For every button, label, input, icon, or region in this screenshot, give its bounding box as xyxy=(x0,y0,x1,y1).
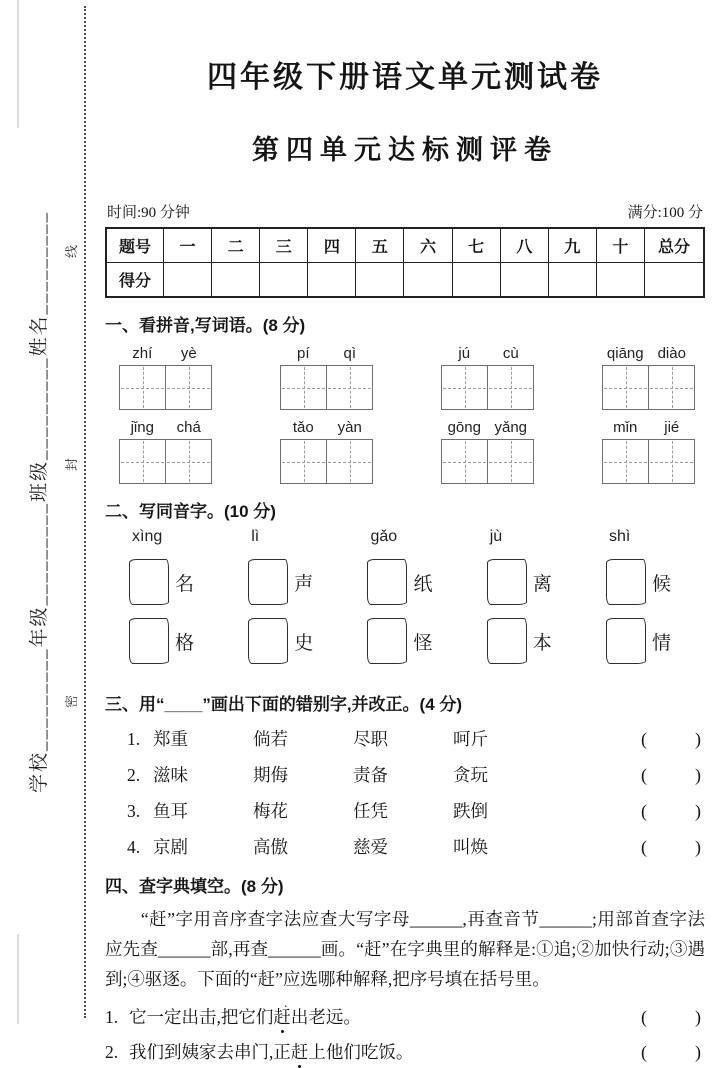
paren-close: ) xyxy=(695,1007,701,1027)
seal-char-mi: 密 xyxy=(64,694,80,709)
score-cell[interactable] xyxy=(164,263,212,298)
paren-open: ( xyxy=(641,729,647,749)
homophone-char: 史 xyxy=(294,632,314,654)
paren-close: ) xyxy=(695,1042,701,1062)
sentence-item xyxy=(105,1004,705,1029)
pinyin-writing-pair xyxy=(441,419,534,484)
sentence-text: 我们到姨家去串门,正赶上他们吃饭。 xyxy=(129,1042,414,1062)
homophone-pinyin: jù xyxy=(489,528,503,545)
answer-box[interactable] xyxy=(129,618,169,664)
paren-open: ( xyxy=(641,1007,647,1027)
word-item: 郑重 xyxy=(153,729,188,749)
item-number: 2. xyxy=(127,765,141,785)
answer-box[interactable] xyxy=(248,559,288,605)
homophone-pinyin: shì xyxy=(608,528,631,545)
writing-cell[interactable] xyxy=(166,440,211,483)
sentence-item xyxy=(105,1039,705,1064)
item-number: 1. xyxy=(105,1007,119,1027)
word-item: 尽职 xyxy=(353,729,388,749)
homophone-column xyxy=(367,528,432,677)
pinyin-label: zhí yè xyxy=(132,345,197,362)
score-header-cell: 九 xyxy=(548,228,596,263)
error-word-row xyxy=(105,798,705,823)
paren-open: ( xyxy=(641,765,647,785)
homophone-char: 格 xyxy=(175,632,195,654)
score-cell[interactable] xyxy=(596,263,644,298)
emphasized-char: 赶 xyxy=(273,1007,291,1027)
writing-cell[interactable] xyxy=(442,366,488,409)
error-word-row xyxy=(105,762,705,787)
homophone-char: 怪 xyxy=(413,632,433,654)
pinyin-label: mǐn jié xyxy=(613,419,680,436)
pinyin-label: jú cù xyxy=(458,345,519,362)
answer-box[interactable] xyxy=(367,559,407,605)
writing-grid xyxy=(280,365,373,410)
pinyin-writing-pair xyxy=(602,419,695,484)
homophone-item xyxy=(367,618,432,664)
score-cell[interactable] xyxy=(356,263,404,298)
score-header-cell: 总分 xyxy=(645,228,705,263)
paren-close: ) xyxy=(695,765,701,785)
writing-grid xyxy=(119,365,212,410)
homophone-column xyxy=(248,528,313,677)
writing-cell[interactable] xyxy=(649,366,694,409)
answer-box[interactable] xyxy=(487,618,527,664)
answer-box[interactable] xyxy=(129,559,169,605)
writing-cell[interactable] xyxy=(281,440,327,483)
word-item: 跌倒 xyxy=(453,801,488,821)
score-header-cell: 八 xyxy=(500,228,548,263)
word-item: 鱼耳 xyxy=(153,801,188,821)
writing-cell[interactable] xyxy=(603,366,649,409)
score-cell[interactable] xyxy=(404,263,452,298)
writing-cell[interactable] xyxy=(488,366,533,409)
homophone-item xyxy=(248,618,313,664)
score-header-cell: 一 xyxy=(164,228,212,263)
homophone-item xyxy=(606,559,671,605)
paren-open: ( xyxy=(641,837,647,857)
answer-parens[interactable] xyxy=(641,801,705,822)
homophone-item xyxy=(248,559,313,605)
item-number: 3. xyxy=(127,801,141,821)
homophone-column xyxy=(606,528,671,677)
full-score-label: 满分:100 分 xyxy=(627,205,703,221)
word-item: 叫焕 xyxy=(453,837,488,857)
word-item: 梅花 xyxy=(253,801,288,821)
word-item: 高傲 xyxy=(253,837,288,857)
item-number: 2. xyxy=(105,1042,119,1062)
homophone-char: 纸 xyxy=(413,573,433,595)
paren-open: ( xyxy=(641,1042,647,1062)
paren-close: ) xyxy=(695,801,701,821)
answer-parens[interactable] xyxy=(641,765,705,786)
word-item: 慈爱 xyxy=(353,837,388,857)
pinyin-writing-pair xyxy=(602,345,695,410)
paren-close: ) xyxy=(695,729,701,749)
writing-cell[interactable] xyxy=(281,366,327,409)
word-item: 呵斤 xyxy=(453,729,488,749)
homophone-char: 声 xyxy=(294,573,314,595)
writing-grid xyxy=(602,365,695,410)
score-table-score-row xyxy=(106,263,704,298)
score-cell[interactable] xyxy=(500,263,548,298)
pinyin-writing-pair xyxy=(119,419,212,484)
section-4-heading: 四、查字典填空。(8 分) xyxy=(105,877,284,896)
writing-grid xyxy=(441,365,534,410)
time-label: 时间:90 分钟 xyxy=(107,205,190,221)
pinyin-label: gōng yǎng xyxy=(447,419,528,436)
section-1-heading: 一、看拼音,写词语。(8 分) xyxy=(105,316,306,335)
writing-grid xyxy=(441,439,534,484)
score-cell[interactable] xyxy=(452,263,500,298)
word-item: 责备 xyxy=(353,765,388,785)
exam-meta xyxy=(105,201,705,222)
answer-parens[interactable] xyxy=(641,1007,705,1028)
score-cell[interactable] xyxy=(645,263,705,298)
score-header-cell: 五 xyxy=(356,228,404,263)
word-item: 任凭 xyxy=(353,801,388,821)
homophone-char: 情 xyxy=(651,632,671,654)
item-number: 4. xyxy=(127,837,141,857)
score-header-cell: 三 xyxy=(260,228,308,263)
score-header-cell: 四 xyxy=(308,228,356,263)
seal-char-xian: 线 xyxy=(64,244,80,259)
homophone-pinyin: gǎo xyxy=(370,528,398,545)
homophone-char: 本 xyxy=(532,632,552,654)
writing-grid xyxy=(280,439,373,484)
score-header-cell: 二 xyxy=(212,228,260,263)
score-row-label: 得分 xyxy=(106,263,164,298)
answer-parens[interactable] xyxy=(641,1042,705,1063)
score-header-cell: 十 xyxy=(596,228,644,263)
answer-box[interactable] xyxy=(606,559,646,605)
paren-close: ) xyxy=(695,837,701,857)
emphasized-char: 赶 xyxy=(290,1042,309,1062)
answer-box[interactable] xyxy=(606,618,646,664)
score-header-cell: 题号 xyxy=(106,228,164,263)
answer-box[interactable] xyxy=(367,618,407,664)
homophone-char: 名 xyxy=(175,573,195,595)
writing-cell[interactable] xyxy=(649,440,694,483)
score-header-cell: 七 xyxy=(452,228,500,263)
section-3-heading: 三、用“____”画出下面的错别字,并改正。(4 分) xyxy=(105,695,463,714)
homophone-column xyxy=(487,528,552,677)
page-mark: . xyxy=(284,996,288,1011)
page-title: 四年级下册语文单元测试卷 xyxy=(207,61,603,94)
exam-subtitle: 第四单元达标测评卷 xyxy=(252,135,558,165)
word-item: 京剧 xyxy=(153,837,188,857)
answer-parens[interactable] xyxy=(641,729,705,750)
score-table-header-row xyxy=(106,228,704,263)
sentence-text: 它一定出击,把它们赶出老远。 xyxy=(129,1007,361,1027)
word-item: 贪玩 xyxy=(453,765,488,785)
writing-cell[interactable] xyxy=(603,440,649,483)
seal-dotted-line xyxy=(84,6,86,1018)
pinyin-row-2 xyxy=(105,419,705,484)
scan-edge-artifact xyxy=(17,934,19,1024)
homophone-item xyxy=(487,559,552,605)
answer-box[interactable] xyxy=(248,618,288,664)
homophone-char: 离 xyxy=(532,573,552,595)
word-item: 倘若 xyxy=(253,729,288,749)
homophone-item xyxy=(129,559,194,605)
writing-grid xyxy=(602,439,695,484)
paper-content xyxy=(105,0,705,1064)
homophone-item xyxy=(606,618,671,664)
score-cell[interactable] xyxy=(308,263,356,298)
seal-char-feng: 封 xyxy=(64,457,80,472)
writing-grid xyxy=(119,439,212,484)
section-2-heading: 二、写同音字。(10 分) xyxy=(105,502,276,521)
error-word-row xyxy=(105,834,705,859)
score-header-cell: 六 xyxy=(404,228,452,263)
homophone-grid xyxy=(105,528,705,677)
homophone-item xyxy=(129,618,194,664)
word-item: 期侮 xyxy=(253,765,288,785)
pinyin-label: pí qì xyxy=(296,345,356,362)
paren-open: ( xyxy=(641,801,647,821)
item-number: 1. xyxy=(127,729,141,749)
homophone-item xyxy=(367,559,432,605)
writing-cell[interactable] xyxy=(327,366,372,409)
student-info-fields: 学校_________年级_________班级_________姓名_________ xyxy=(29,211,50,794)
writing-cell[interactable] xyxy=(488,440,533,483)
word-item: 滋味 xyxy=(153,765,188,785)
scan-edge-artifact xyxy=(17,0,19,128)
pinyin-row-1 xyxy=(105,345,705,410)
pinyin-writing-pair xyxy=(280,419,373,484)
homophone-pinyin: lì xyxy=(251,528,260,545)
writing-cell[interactable] xyxy=(166,366,211,409)
pinyin-writing-pair xyxy=(441,345,534,410)
pinyin-label: qiāng diào xyxy=(606,345,686,362)
pinyin-writing-pair xyxy=(280,345,373,410)
score-cell[interactable] xyxy=(260,263,308,298)
homophone-item xyxy=(487,618,552,664)
pinyin-writing-pair xyxy=(119,345,212,410)
pinyin-label: jǐng chá xyxy=(130,419,201,436)
score-table xyxy=(105,227,705,298)
homophone-column xyxy=(129,528,194,677)
writing-cell[interactable] xyxy=(442,440,488,483)
dictionary-paragraph: “赶”字用音序查字法应查大写字母______,再查音节______;用部首查字法应先查______部,再查______画。“赶”在字典里的解释是:①追;②加快行动;③遇到;④驱逐。下面的“赶”应选哪种解释,把序号填在括号里。 xyxy=(105,909,705,989)
score-cell[interactable] xyxy=(548,263,596,298)
homophone-char: 候 xyxy=(651,573,671,595)
writing-cell[interactable] xyxy=(120,440,166,483)
writing-cell[interactable] xyxy=(327,440,372,483)
answer-parens[interactable] xyxy=(641,837,705,858)
homophone-pinyin: xìng xyxy=(132,528,163,545)
writing-cell[interactable] xyxy=(120,366,166,409)
error-word-row xyxy=(105,726,705,751)
pinyin-label: tǎo yàn xyxy=(292,419,362,436)
score-cell[interactable] xyxy=(212,263,260,298)
answer-box[interactable] xyxy=(487,559,527,605)
